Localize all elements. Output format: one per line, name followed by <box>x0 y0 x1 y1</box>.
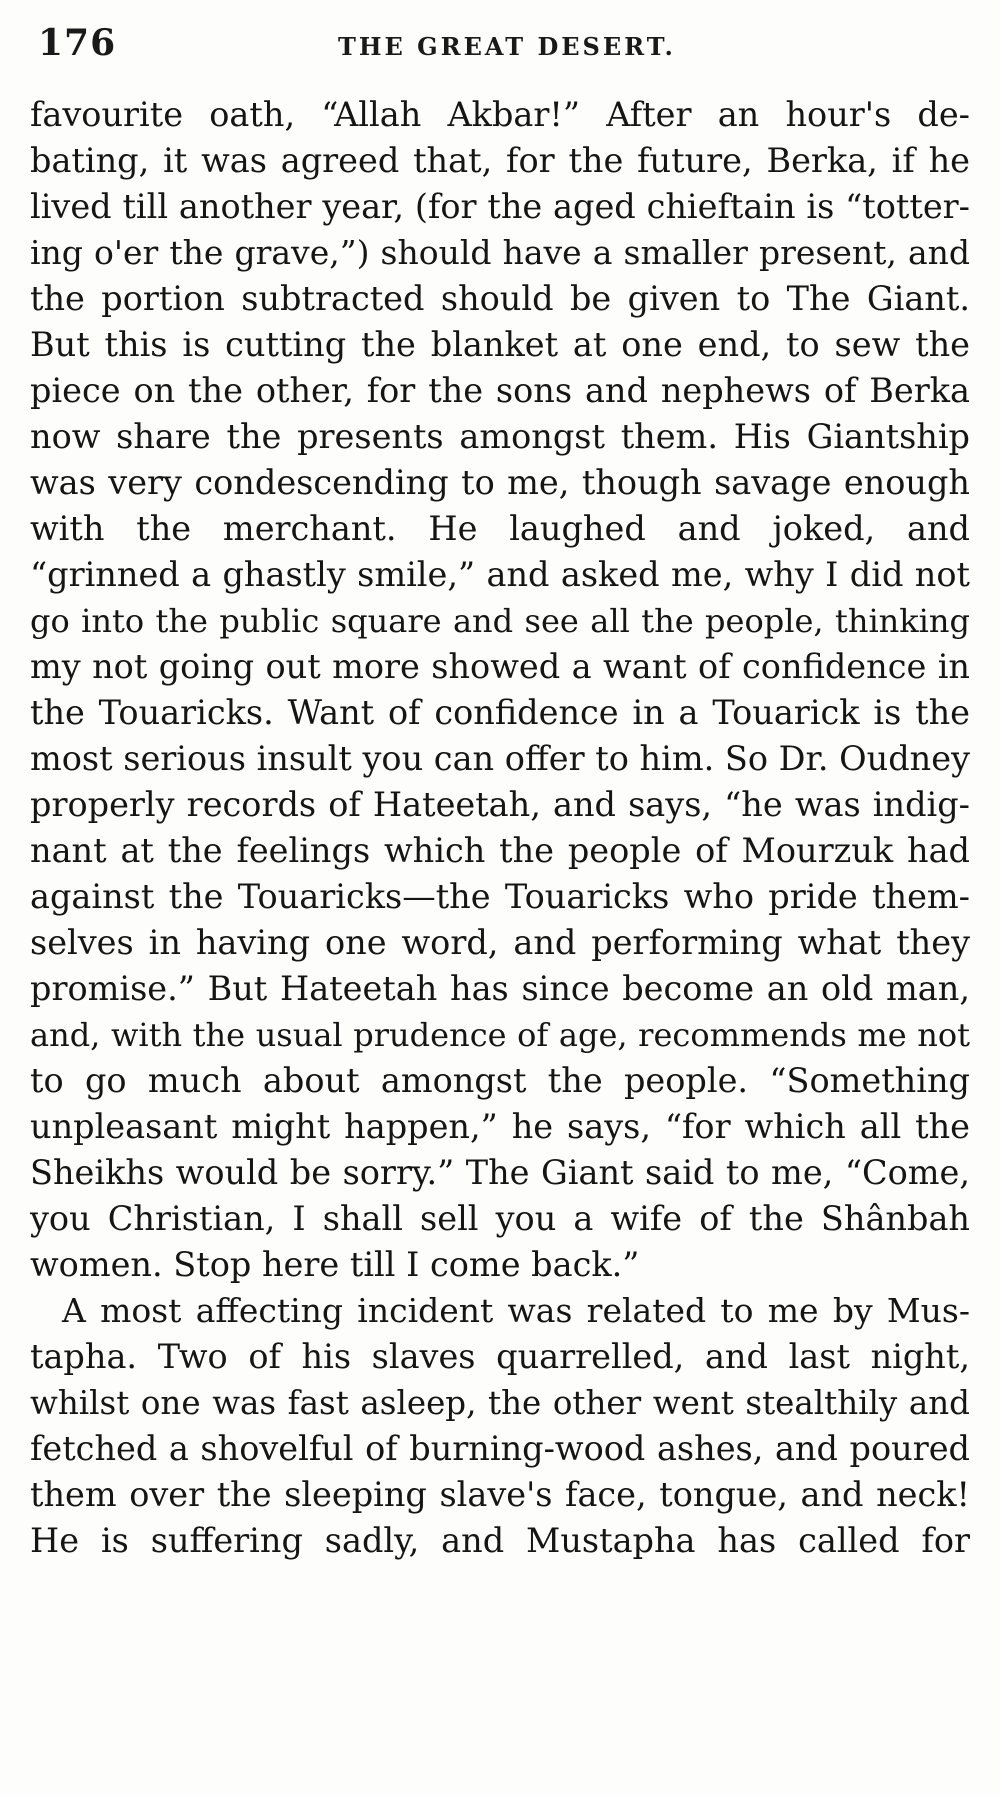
text-line: most serious insult you can offer to him. So Dr. Oudney <box>30 739 970 778</box>
text-line: with the merchant. He laughed and joked, and <box>30 509 970 548</box>
text-line: A most affecting incident was related to me by Mus- <box>62 1291 970 1330</box>
text-line: my not going out more showed a want of confidence in <box>30 647 970 686</box>
text-line: them over the sleeping slave's face, tongue, and neck! <box>30 1475 970 1514</box>
text-line: piece on the other, for the sons and nephews of Berka <box>30 371 970 410</box>
text-line: “grinned a ghastly smile,” and asked me, why I did not <box>30 555 970 594</box>
text-line: whilst one was fast asleep, the other went stealthily and <box>30 1384 970 1422</box>
text-line: selves in having one word, and performing what they <box>30 923 970 962</box>
text-line: was very condescending to me, though savage enough <box>30 463 970 502</box>
text-line: But this is cutting the blanket at one end, to sew the <box>30 325 970 364</box>
text-line: the portion subtracted should be given to The Giant. <box>30 279 970 318</box>
text-line: women. Stop here till I come back.” <box>30 1245 640 1284</box>
paragraph <box>30 92 970 1288</box>
text-line: the Touaricks. Want of confidence in a Touarick is the <box>30 693 970 732</box>
page-number: 176 <box>38 22 117 64</box>
text-line: tapha. Two of his slaves quarrelled, and last night, <box>30 1337 970 1376</box>
text-line: unpleasant might happen,” he says, “for which all the <box>30 1107 970 1146</box>
text-line: now share the presents amongst them. His Giantship <box>30 417 970 456</box>
text-line: favourite oath, “Allah Akbar!” After an hour's de- <box>30 95 970 134</box>
text-line: fetched a shovelful of burning-wood ashes, and poured <box>30 1429 970 1468</box>
page-header <box>38 22 968 72</box>
text-line: He is suffering sadly, and Mustapha has called for <box>30 1521 970 1560</box>
text-line: and, with the usual prudence of age, recommends me not <box>30 1016 970 1054</box>
text-line: against the Touaricks—the Touaricks who pride them- <box>30 877 970 916</box>
text-line: properly records of Hateetah, and says, “he was indig- <box>30 785 970 824</box>
text-line: go into the public square and see all the people, thinking <box>30 602 970 640</box>
body-text <box>30 92 970 1564</box>
text-line: promise.” But Hateetah has since become an old man, <box>30 969 970 1008</box>
paragraph <box>30 1288 970 1564</box>
text-line: Sheikhs would be sorry.” The Giant said to me, “Come, <box>30 1153 970 1192</box>
text-line: bating, it was agreed that, for the future, Berka, if he <box>30 141 970 180</box>
text-line: lived till another year, (for the aged chieftain is “totter- <box>30 187 970 226</box>
text-line: nant at the feelings which the people of Mourzuk had <box>30 831 970 870</box>
text-line: to go much about amongst the people. “Something <box>30 1061 970 1100</box>
running-head: THE GREAT DESERT. <box>338 32 676 61</box>
text-line: ing o'er the grave,”) should have a smaller present, and <box>30 233 970 272</box>
text-line: you Christian, I shall sell you a wife of the Shânbah <box>30 1199 970 1238</box>
